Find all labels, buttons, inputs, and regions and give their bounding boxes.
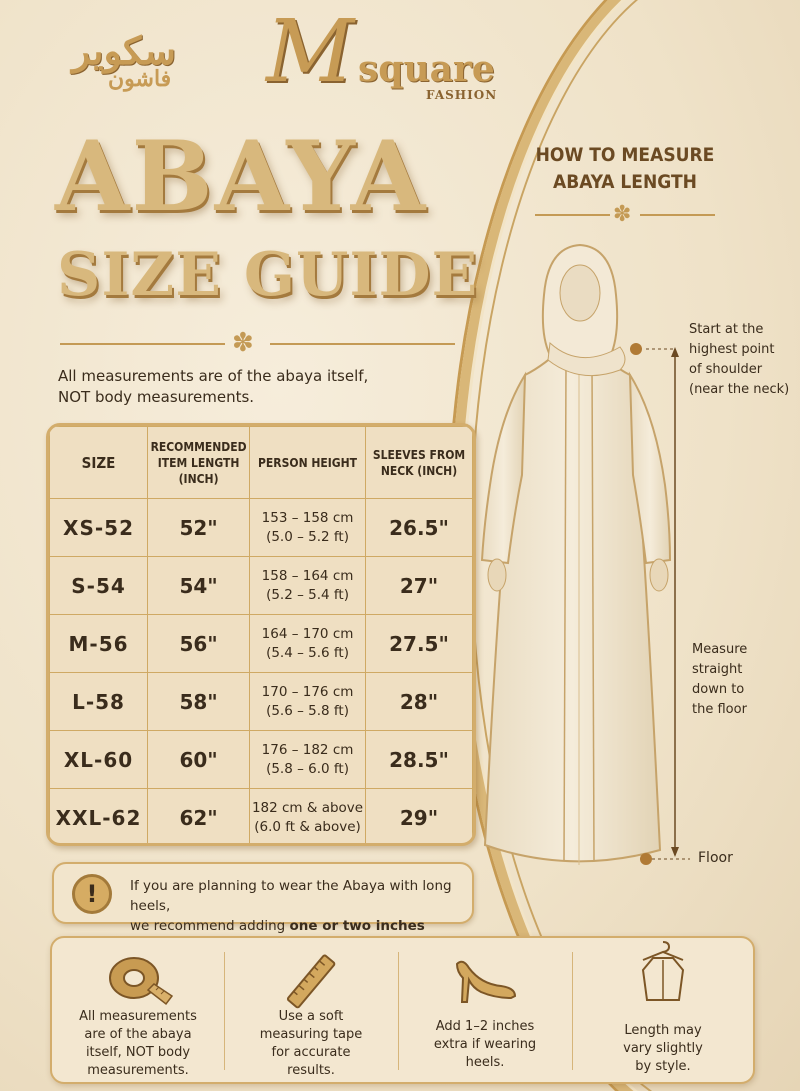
- measure-divider-right: [640, 214, 715, 216]
- header-height: PERSON HEIGHT: [250, 427, 366, 499]
- measure-title-line-1: HOW TO MEASURE: [535, 144, 715, 166]
- header-sleeves-line: NECK (INCH): [380, 463, 458, 478]
- tip-item: [225, 938, 397, 1082]
- cell-height-cm: 182 cm & above: [251, 799, 364, 816]
- cell-length: 56": [148, 615, 250, 673]
- cell-height-cm: 170 – 176 cm: [261, 683, 354, 700]
- tip-text: [225, 1008, 397, 1080]
- measure-divider-left: [535, 214, 610, 216]
- cell-length: 58": [148, 673, 250, 731]
- cell-sleeves: 27": [365, 557, 472, 615]
- tip-line: results.: [287, 1063, 335, 1078]
- abaya-figure-illustration: [470, 225, 700, 885]
- cell-sleeves: 28": [365, 673, 472, 731]
- cell-size: XL-60: [50, 731, 148, 789]
- table-row: [50, 615, 473, 673]
- start-line: of shoulder: [689, 362, 763, 377]
- header-length-line: ITEM LENGTH: [157, 455, 240, 470]
- tip-line: measuring tape: [259, 1027, 363, 1042]
- tip-line: All measurements: [79, 1009, 197, 1024]
- measure-line: down to: [692, 682, 745, 697]
- logo-arabic-subtext: فاشون: [108, 66, 172, 92]
- cell-height-cm: 164 – 170 cm: [261, 625, 354, 642]
- cell-height-cm: 153 – 158 cm: [261, 509, 354, 526]
- logo-arabic-text: سكوير: [72, 28, 176, 73]
- table-row: [50, 557, 473, 615]
- tip-line: by style.: [635, 1059, 691, 1074]
- tip-line: itself, NOT body: [85, 1045, 191, 1060]
- header-length-line: (INCH): [178, 471, 219, 486]
- note-line-2-pre: we recommend adding: [130, 918, 290, 934]
- table-header-row: [50, 427, 473, 499]
- measure-line: the floor: [692, 702, 747, 717]
- cell-sleeves: 26.5": [365, 499, 472, 557]
- cell-height-ft: (5.6 – 5.8 ft): [266, 702, 349, 719]
- tip-item: [573, 938, 753, 1082]
- cell-size: XXL-62: [50, 789, 148, 847]
- start-line: Start at the: [689, 322, 764, 337]
- size-table: [46, 423, 476, 846]
- heels-note: [52, 862, 474, 934]
- cell-height: [250, 557, 366, 615]
- logo-m-monogram: M: [266, 2, 355, 102]
- measure-title-line-2: ABAYA LENGTH: [553, 171, 697, 193]
- tip-line: Length may: [624, 1023, 702, 1038]
- cell-height-ft: (5.0 – 5.2 ft): [266, 528, 349, 545]
- cell-height: [250, 499, 366, 557]
- page-title: ABAYA: [55, 120, 428, 233]
- tip-line: Use a soft: [278, 1009, 344, 1024]
- measure-line: straight: [692, 662, 743, 677]
- tip-item: [52, 938, 224, 1082]
- measure-annotation: [692, 640, 747, 720]
- tip-line: are of the abaya: [84, 1027, 192, 1042]
- measuring-tape-icon: [104, 950, 174, 1006]
- intro-line-1: All measurements are of the abaya itself,: [58, 367, 369, 385]
- cell-length: 54": [148, 557, 250, 615]
- tip-line: extra if wearing: [433, 1037, 537, 1052]
- cell-height-cm: 158 – 164 cm: [261, 567, 354, 584]
- tip-text: [52, 1008, 224, 1080]
- warning-icon: !: [72, 874, 112, 914]
- cell-length: 62": [148, 789, 250, 847]
- cell-height-ft: (5.2 – 5.4 ft): [266, 586, 349, 603]
- cell-height: [250, 789, 366, 847]
- table-row: [50, 789, 473, 847]
- brand-logo: [68, 2, 498, 103]
- page-subtitle: SIZE GUIDE: [57, 240, 479, 310]
- measure-line: Measure: [692, 642, 748, 657]
- floor-label: Floor: [698, 850, 733, 866]
- ruler-icon: [281, 950, 341, 1010]
- cell-height-ft: (5.8 – 6.0 ft): [266, 760, 349, 777]
- cell-height: [250, 731, 366, 789]
- tip-text: [573, 1022, 753, 1076]
- tip-item: [399, 938, 571, 1082]
- tip-line: vary slightly: [623, 1041, 703, 1056]
- measure-title: [520, 142, 730, 196]
- header-length: [148, 427, 250, 499]
- ornament-star-icon: ✽: [232, 328, 254, 358]
- cell-size: M-56: [50, 615, 148, 673]
- cell-length: 52": [148, 499, 250, 557]
- intro-line-2: NOT body measurements.: [58, 388, 255, 406]
- logo-fashion-text: FASHION: [426, 88, 498, 102]
- cell-size: XS-52: [50, 499, 148, 557]
- note-line-1: If you are planning to wear the Abaya with long heels,: [130, 878, 452, 914]
- cell-sleeves: 28.5": [365, 731, 472, 789]
- tips-panel: [50, 936, 755, 1084]
- header-length-line: RECOMMENDED: [150, 439, 247, 454]
- start-line: (near the neck): [689, 382, 790, 397]
- start-annotation: [689, 320, 789, 400]
- tip-line: Add 1–2 inches: [435, 1019, 535, 1034]
- tip-line: measurements.: [87, 1063, 189, 1078]
- cell-height-ft: (6.0 ft & above): [254, 818, 361, 835]
- tip-line: heels.: [465, 1055, 505, 1070]
- table-row: [50, 673, 473, 731]
- tip-text: [399, 1018, 571, 1072]
- cell-size: S-54: [50, 557, 148, 615]
- cell-length: 60": [148, 731, 250, 789]
- tip-line: for accurate: [271, 1045, 351, 1060]
- cell-height-cm: 176 – 182 cm: [261, 741, 354, 758]
- ornament-star-icon: ✽: [613, 202, 632, 227]
- title-divider-right: [270, 343, 455, 345]
- high-heel-icon: [451, 950, 521, 1006]
- title-divider-left: [60, 343, 225, 345]
- header-sleeves-line: SLEEVES FROM: [372, 447, 466, 462]
- logo-wordmark: square: [358, 48, 495, 90]
- cell-height-ft: (5.4 – 5.6 ft): [266, 644, 349, 661]
- cell-sleeves: 27.5": [365, 615, 472, 673]
- abaya-hanger-icon: [633, 940, 693, 1008]
- cell-height: [250, 673, 366, 731]
- table-row: [50, 499, 473, 557]
- header-sleeves: [365, 427, 472, 499]
- note-line-2-bold: one or two inches: [289, 918, 425, 934]
- cell-height: [250, 615, 366, 673]
- table-row: [50, 731, 473, 789]
- header-size: SIZE: [50, 427, 148, 499]
- intro-text: [58, 366, 388, 408]
- start-line: highest point: [689, 342, 775, 357]
- cell-size: L-58: [50, 673, 148, 731]
- cell-sleeves: 29": [365, 789, 472, 847]
